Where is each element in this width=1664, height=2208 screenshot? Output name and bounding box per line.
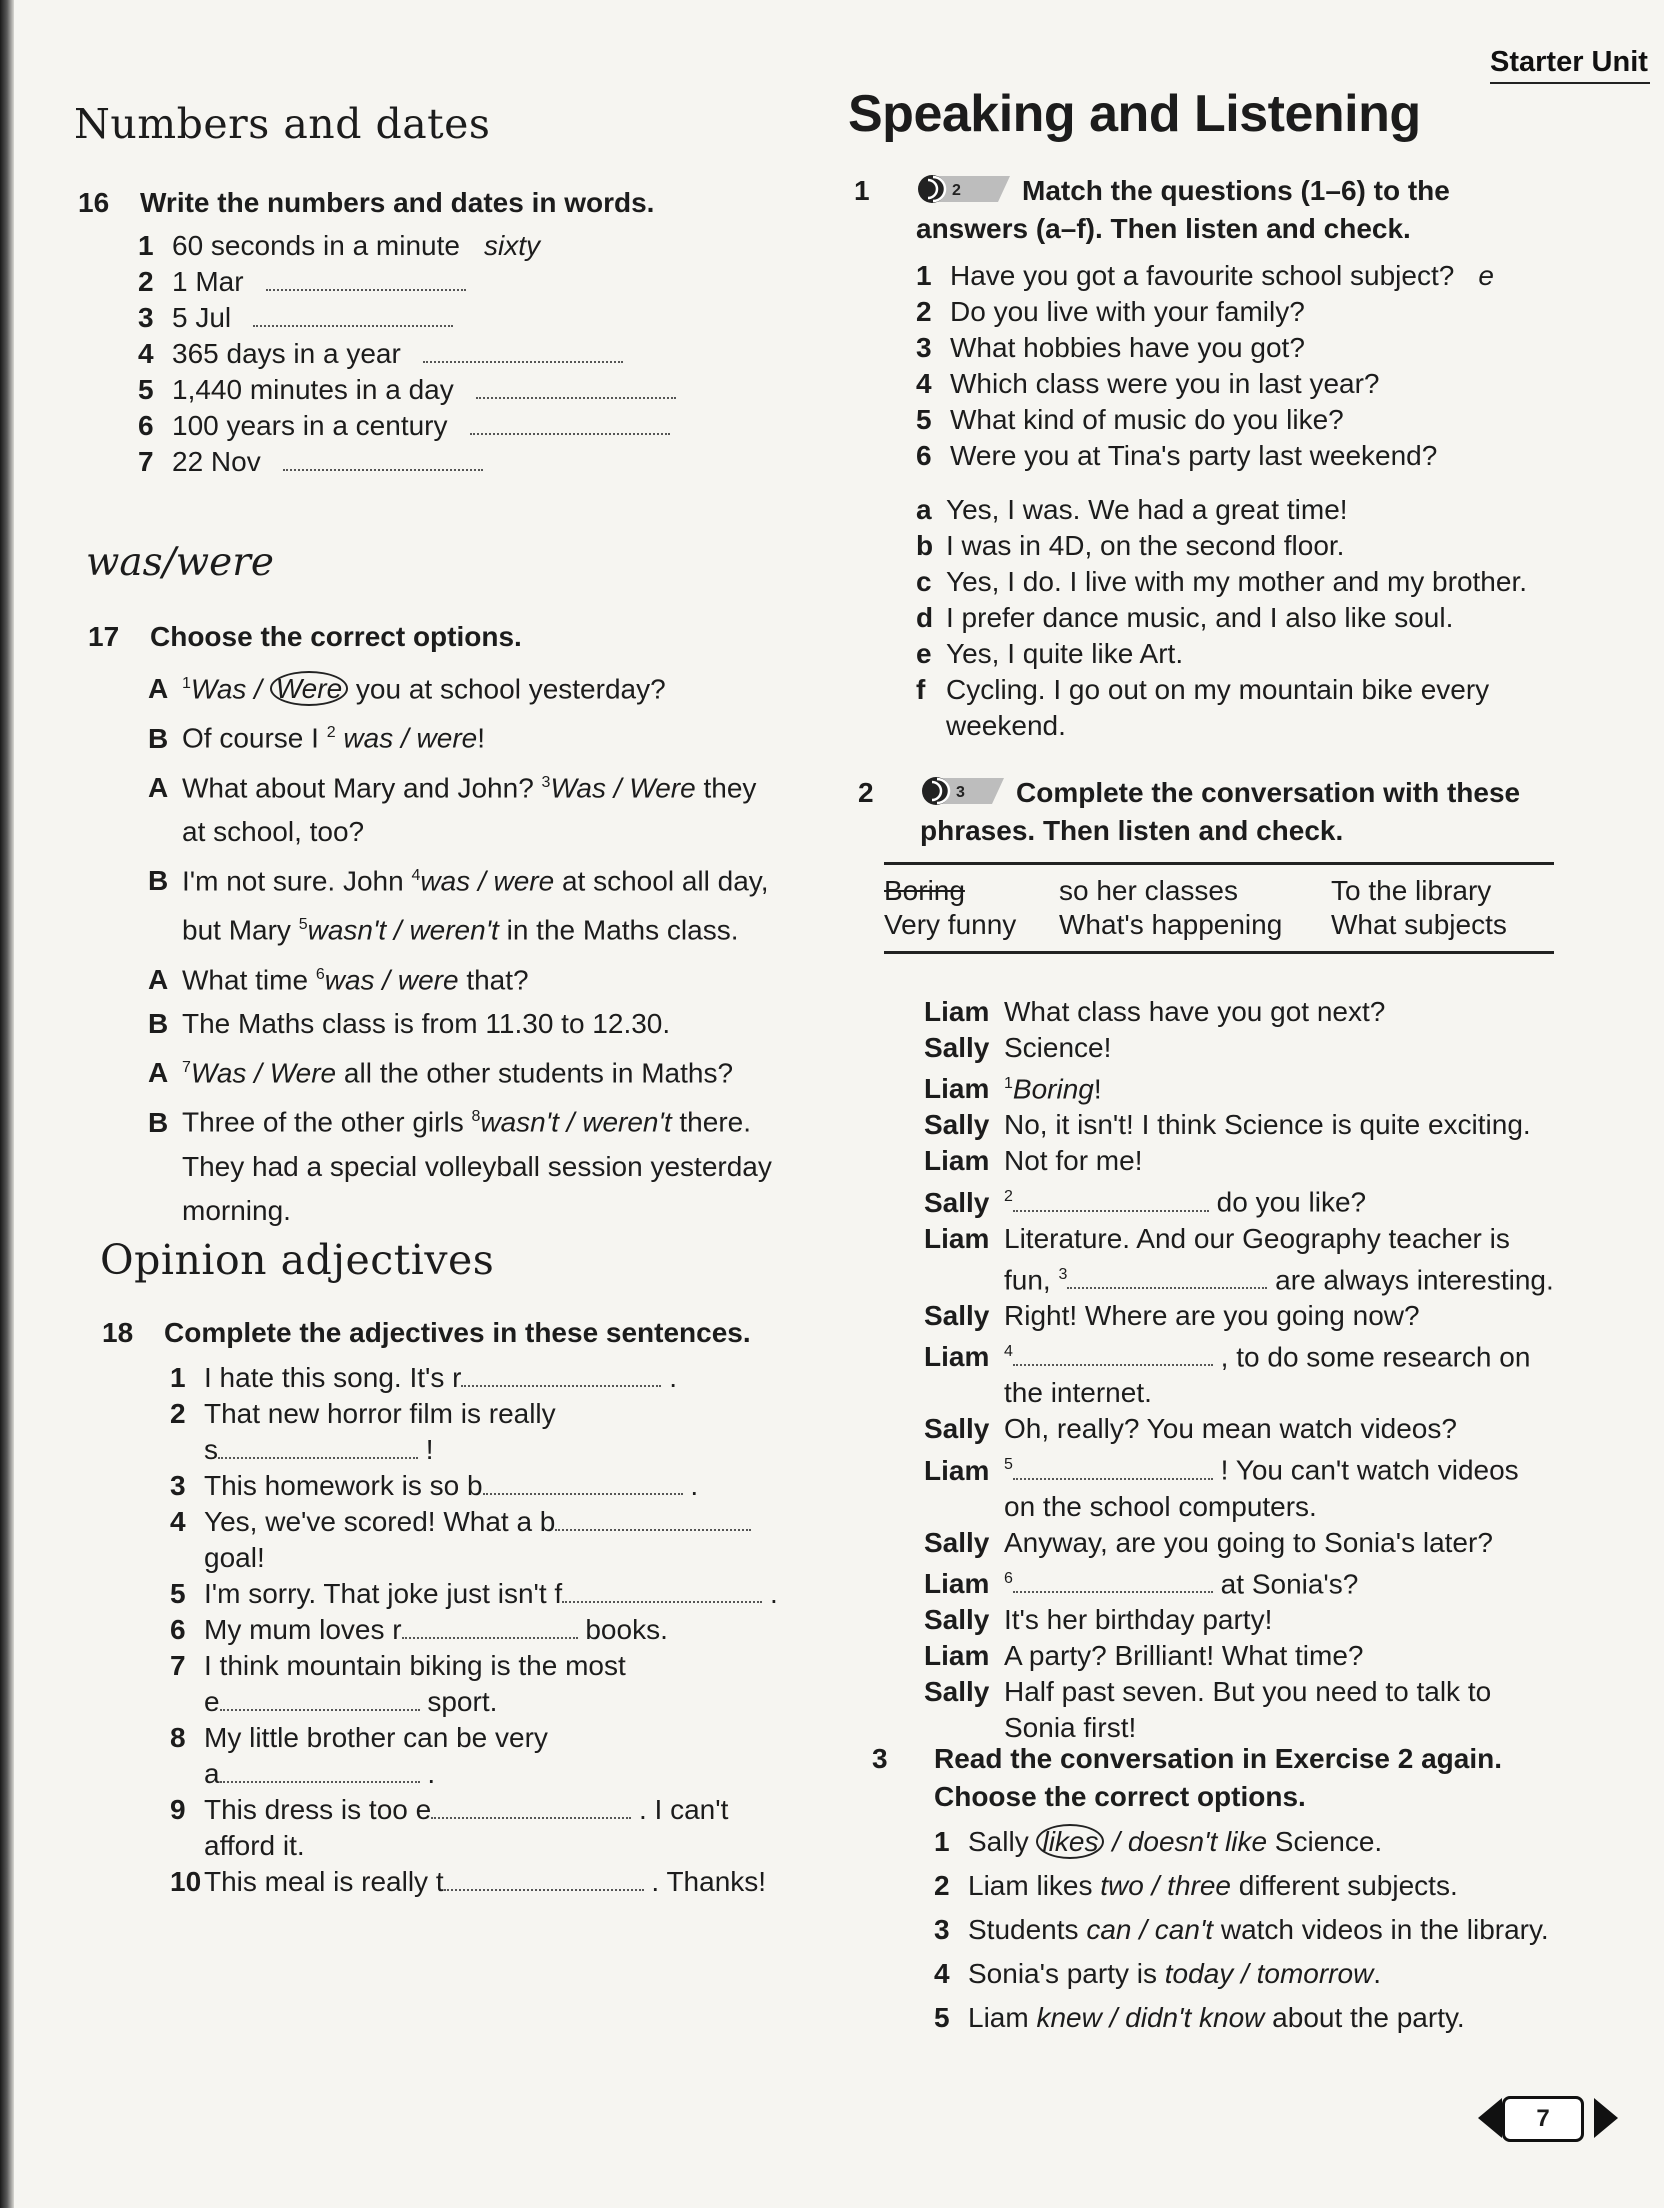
answer-blank[interactable] [555,1509,751,1531]
list-item: 4 Sonia's party is today / tomorrow. [934,1958,1382,1989]
answer-blank[interactable] [461,1365,661,1387]
dialogue-line: Liam $^4$ , to do some research on [924,1341,1531,1373]
dialogue-line: Sally Half past seven. But you need to talk to [924,1675,1492,1707]
answer-blank[interactable] [431,1797,631,1819]
section-title-speaking-listening: Speaking and Listening [848,85,1421,143]
exercise-number: 18 [102,1317,134,1348]
list-item: 5 I'm sorry. That joke just isn't f . [170,1578,778,1609]
circled-answer: Were [270,671,348,706]
phrase: What subjects [1331,909,1507,940]
dialogue-line: Sally No, it isn't! I think Science is quite exciting. [924,1109,1531,1141]
dialogue-line: B I'm not sure. John $^4$was / were at school all day, [148,865,769,897]
dialogue-line: Liam $^1$Boring! [924,1073,1102,1105]
phrase: so her classes [1059,875,1238,906]
exercise-17-dialogue [148,662,788,1233]
dialogue-line: at school, too? [182,815,365,847]
list-item: 3 Students can / can't watch videos in the library. [934,1914,1549,1945]
list-item: 2 Liam likes two / three different subjects. [934,1870,1458,1901]
exercise-18-items [170,1360,810,1900]
svg-text:2: 2 [952,182,961,199]
exercise-2-conversation [924,994,1624,1746]
exercise-instruction: Complete the adjectives in these sentences. [164,1317,751,1348]
phrase-used: Boring [884,875,965,906]
dialogue-line: Sally Oh, really? You mean watch videos? [924,1413,1457,1445]
page-navigation [1474,2094,1622,2142]
list-item-continued: a . [204,1758,436,1789]
dialogue-line: but Mary $^5$wasn't / weren't in the Maths class. [182,914,739,946]
exercise-3-heading: 3 Read the conversation in Exercise 2 again. Choose the correct options. [872,1740,1592,1816]
list-item: 8 My little brother can be very [170,1722,548,1753]
answer-example: sixty [483,230,540,261]
answer-blank[interactable] [402,1617,578,1639]
question-item: 1 Have you got a favourite school subject? e [916,260,1494,291]
answer-item: e Yes, I quite like Art. [916,638,1184,669]
svg-text:3: 3 [956,784,965,801]
answer-blank[interactable] [562,1581,762,1603]
question-item: 5 What kind of music do you like? [916,404,1344,435]
question-item: 2 Do you live with your family? [916,296,1305,327]
answer-blank[interactable] [1067,1267,1267,1289]
list-item: 4 Yes, we've scored! What a b [170,1504,810,1540]
list-item: 5 1,440 minutes in a day [138,372,676,408]
list-item: 2 1 Mar [138,264,676,300]
dialogue-line: B The Maths class is from 11.30 to 12.30. [148,1007,671,1039]
list-item: 4 365 days in a year [138,336,676,372]
answer-blank[interactable] [266,269,466,291]
answer-blank[interactable] [1013,1458,1213,1480]
list-item: 7 22 Nov [138,444,676,480]
dialogue-line: Liam $^5$ ! You can't watch videos [924,1454,1519,1486]
dialogue-line: B Three of the other girls $^8$wasn't / weren't there. [148,1106,751,1138]
dialogue-line: on the school computers. [1004,1490,1317,1522]
list-item: 7 I think mountain biking is the most [170,1650,626,1681]
dialogue-line: Sally $^2$ do you like? [924,1186,1367,1218]
dialogue-line: Liam What class have you got next? [924,996,1386,1027]
dialogue-line: Sally Anyway, are you going to Sonia's later? [924,1526,1493,1558]
exercise-number: 3 [872,1743,888,1774]
exercise-16-items [138,228,676,480]
exercise-17-heading [88,618,522,656]
dialogue-line: A $^1$Was / Were you at school yesterday? [148,673,666,705]
dialogue-line: Liam $^6$ at Sonia's? [924,1567,1359,1599]
phrase: What's happening [1059,909,1283,940]
answer-blank[interactable] [423,341,623,363]
list-item: 1 Sally likes / doesn't like Science. [934,1826,1383,1857]
dialogue-line: Liam Not for me! [924,1145,1143,1177]
answer-blank[interactable] [476,377,676,399]
answer-blank[interactable] [444,1869,644,1891]
answer-blank[interactable] [1013,1344,1213,1366]
page-number: 7 [1502,2096,1584,2142]
list-item-continued: s ! [204,1434,434,1465]
section-title-numbers-dates: Numbers and dates [74,100,491,148]
exercise-1-answers [916,492,1596,744]
answer-item: c Yes, I do. I live with my mother and my brother. [916,566,1527,597]
question-item: 6 Were you at Tina's party last weekend? [916,440,1438,471]
circled-answer: likes [1036,1824,1104,1859]
answer-blank[interactable] [483,1473,683,1495]
exercise-18-heading [102,1314,751,1352]
dialogue-line: A What about Mary and John? $^3$Was / Were they [148,771,757,803]
list-item: 9 This dress is too e . I can't [170,1794,729,1825]
exercise-number: 17 [88,621,120,652]
answer-blank[interactable] [283,449,483,471]
list-item: 6 100 years in a century [138,408,676,444]
audio-track-icon[interactable] [916,172,1010,206]
dialogue-line: A $^7$Was / Were all the other students in Maths? [148,1057,734,1089]
dialogue-line: Sonia first! [1004,1711,1137,1743]
exercise-2-heading: 2 3 Complete the conversation with these phrases. Then listen and check. [858,774,1578,850]
exercise-1-heading: 1 2 Match the questions (1–6) to the answers (a–f). Then listen and check. [854,172,1554,248]
answer-blank[interactable] [1013,1571,1213,1593]
list-item-continued: afford it. [204,1830,305,1861]
dialogue-line: Sally Science! [924,1032,1112,1063]
list-item: 1 I hate this song. It's r . [170,1362,678,1393]
list-item: 3 This homework is so b . [170,1470,699,1501]
audio-track-icon[interactable] [920,774,1004,808]
answer-blank[interactable] [220,1761,420,1783]
list-item: 5 Liam knew / didn't know about the party. [934,2002,1465,2033]
section-title-was-were: was/were [86,540,274,585]
dialogue-line: morning. [182,1194,291,1226]
exercise-16-heading [78,184,654,222]
list-item-continued: e sport. [204,1686,498,1717]
list-item: 6 My mum loves r books. [170,1614,668,1645]
exercise-instruction: Write the numbers and dates in words. [140,187,655,218]
next-page-arrow[interactable] [1594,2098,1618,2138]
dialogue-line: They had a special volleyball session yesterday [182,1150,772,1182]
answer-item: d I prefer dance music, and I also like soul. [916,602,1454,633]
dialogue-line: Sally Right! Where are you going now? [924,1299,1420,1331]
phrase-grid [884,875,1554,941]
list-item-continued: goal! [204,1542,265,1573]
answer-item: f Cycling. I go out on my mountain bike every [916,674,1490,705]
answer-blank[interactable] [253,305,453,327]
list-item: 3 5 Jul [138,300,676,336]
dialogue-line: A What time $^6$was / were that? [148,963,529,995]
section-title-opinion-adjectives: Opinion adjectives [100,1236,495,1284]
list-item: 1 60 seconds in a minute sixty [138,230,540,261]
question-item: 4 Which class were you in last year? [916,368,1380,399]
answer-blank[interactable] [470,413,670,435]
phrase-box [884,862,1554,954]
exercise-instruction: Choose the correct options. [150,621,522,652]
question-item: 3 What hobbies have you got? [916,332,1305,363]
exercise-number: 2 [858,777,874,808]
unit-label: Starter Unit [1490,46,1648,78]
dialogue-line: Sally It's her birthday party! [924,1603,1273,1635]
prev-page-arrow[interactable] [1478,2098,1502,2138]
exercise-number: 1 [854,175,870,206]
answer-item: a Yes, I was. We had a great time! [916,494,1348,525]
dialogue-line: fun, $^3$ are always interesting. [1004,1263,1554,1295]
exercise-3-items [934,1820,1594,2040]
dialogue-line: Liam A party? Brilliant! What time? [924,1639,1364,1671]
exercise-1-questions [916,258,1576,474]
answer-item-continued: weekend. [946,710,1066,741]
dialogue-line: the internet. [1004,1377,1152,1409]
dialogue-line: Liam Literature. And our Geography teacher is [924,1222,1510,1254]
answer-item: b I was in 4D, on the second floor. [916,530,1345,561]
phrase: To the library [1331,875,1492,906]
phrase: Very funny [884,909,1017,940]
answer-blank[interactable] [1013,1190,1209,1212]
answer-blank[interactable] [220,1689,420,1711]
dialogue-line: B Of course I $^2$ was / were! [148,722,486,754]
exercise-number: 16 [78,187,110,218]
answer-blank[interactable] [218,1437,418,1459]
book-spine-shadow [0,0,14,2208]
list-item: 2 That new horror film is really [170,1398,556,1429]
answer-example: e [1478,260,1494,291]
list-item: 10 This meal is really t . Thanks! [170,1866,767,1897]
unit-rule [1490,82,1650,84]
